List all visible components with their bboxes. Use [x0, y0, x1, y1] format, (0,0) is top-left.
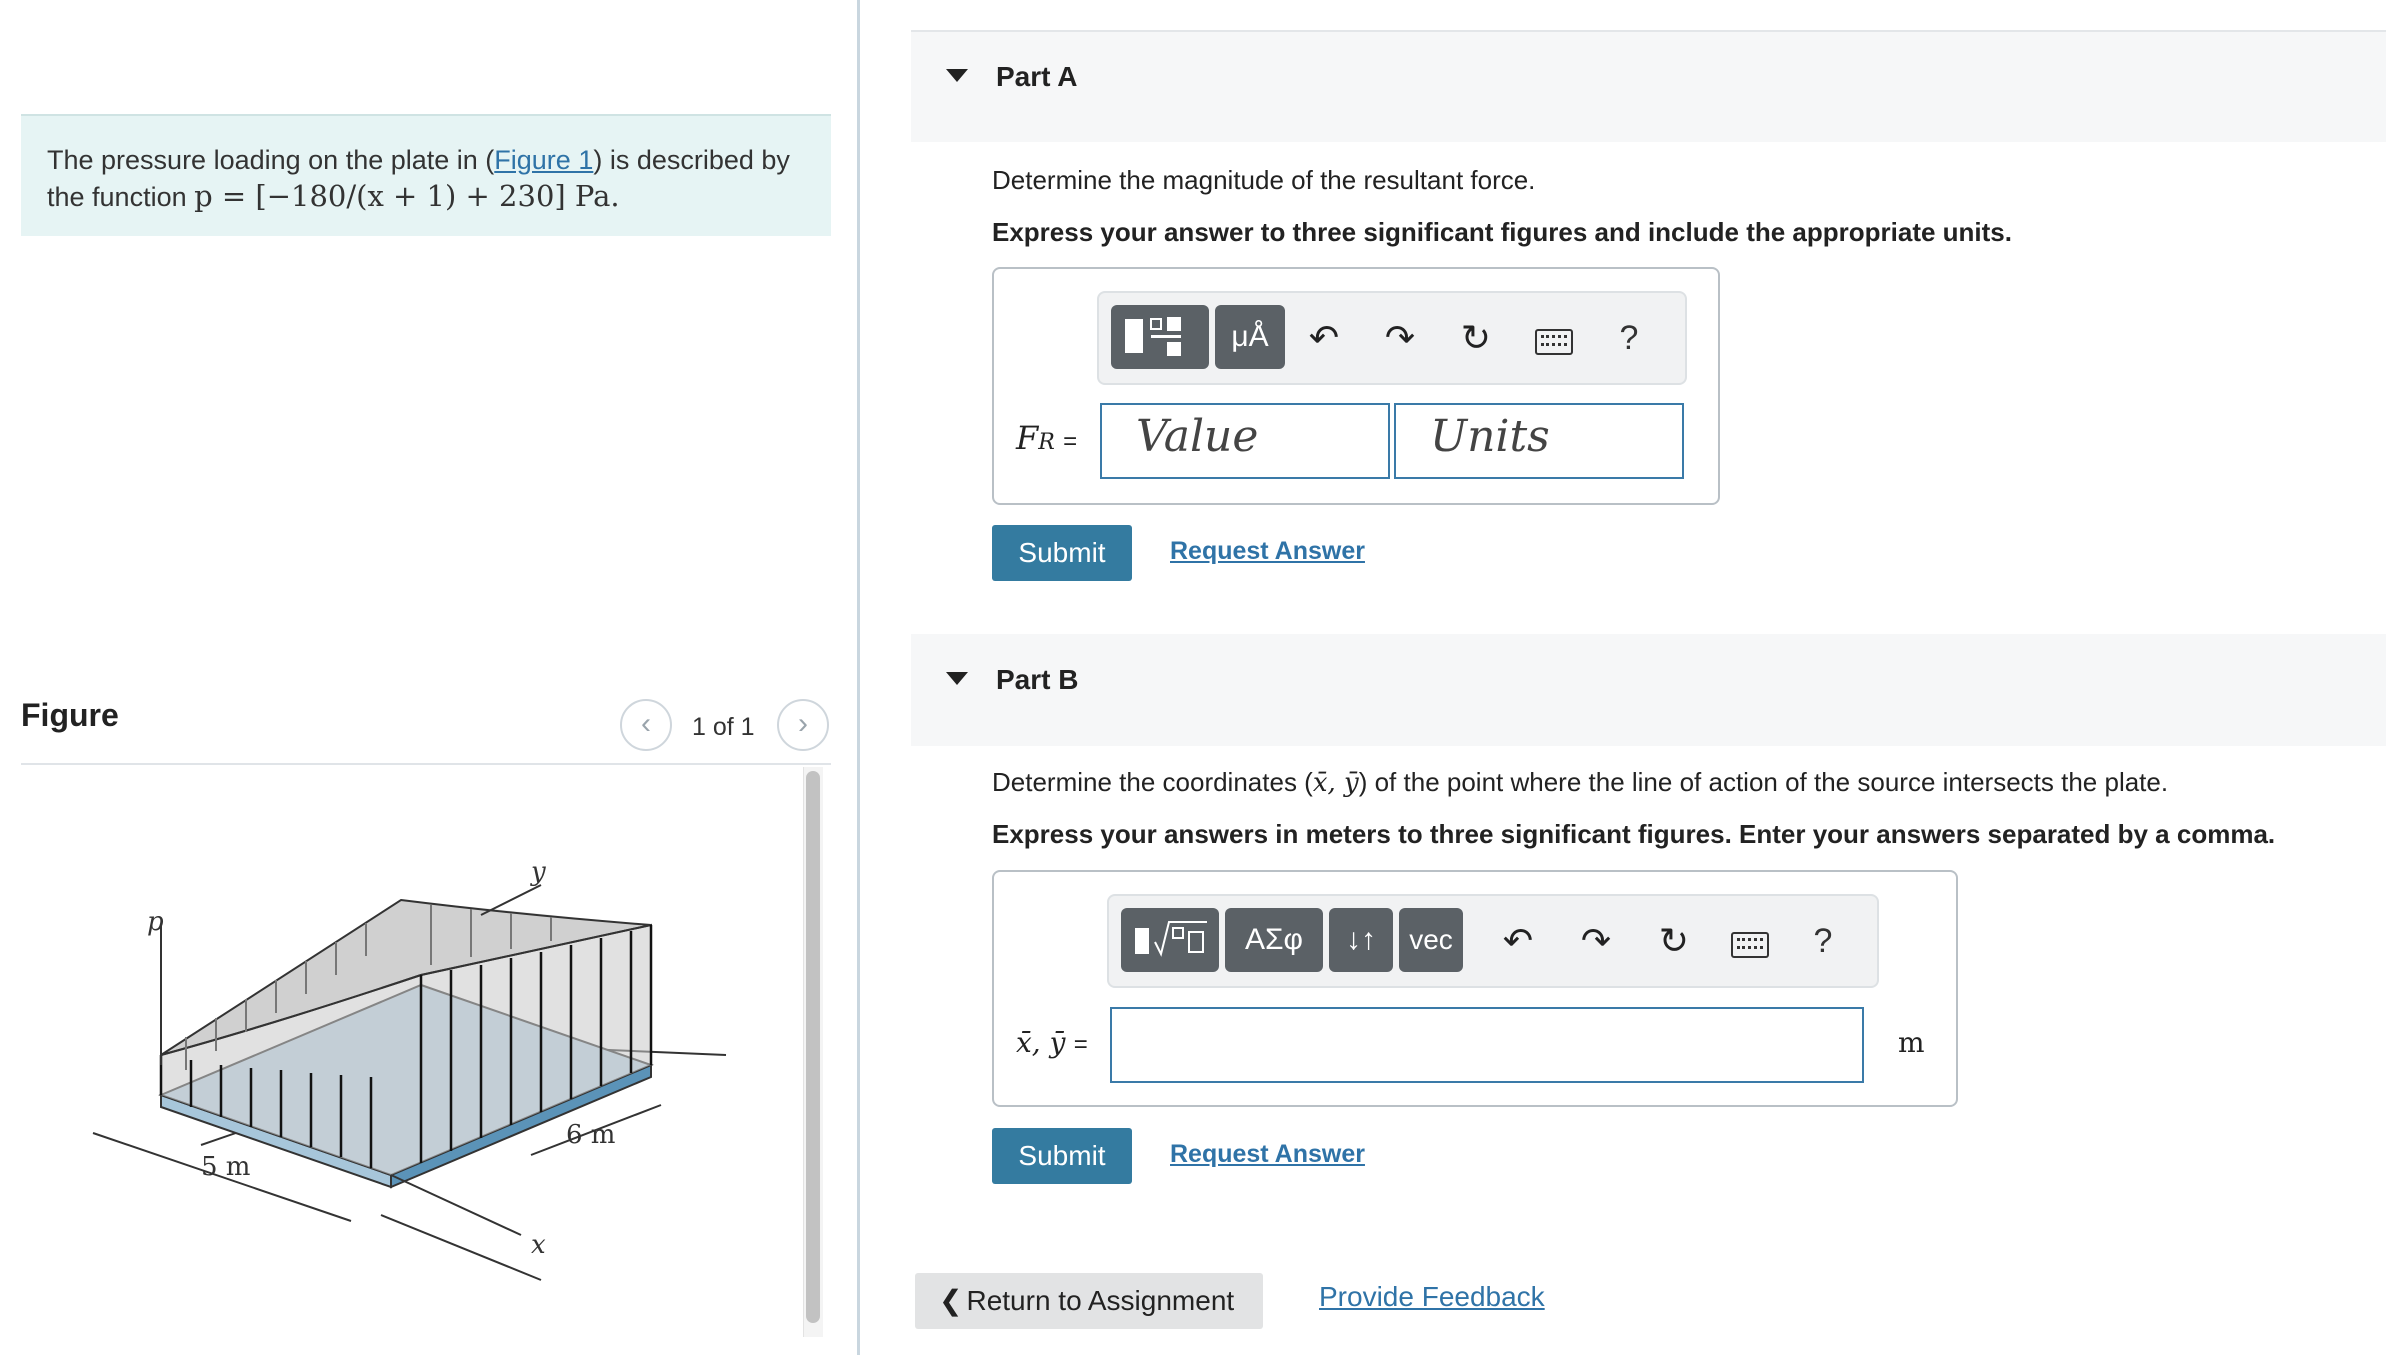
y-axis: [481, 885, 541, 915]
equals-sign: =: [1063, 428, 1078, 455]
templates-radical-icon: [1121, 908, 1219, 972]
return-label: Return to Assignment: [966, 1285, 1235, 1316]
part-a-instruction: Express your answer to three significant figures and include the appropriate units.: [992, 217, 2012, 247]
chevron-left-icon: ‹: [641, 707, 651, 740]
problem-line2-prefix: the function: [47, 182, 195, 212]
redo-icon[interactable]: ↷: [1384, 317, 1416, 358]
part-a-request-answer-link[interactable]: Request Answer: [1170, 537, 1365, 565]
reset-icon[interactable]: ↻: [1460, 317, 1492, 358]
dimension-6m: 6 m: [566, 1120, 616, 1150]
chevron-right-icon: ›: [798, 707, 808, 740]
keyboard-icon[interactable]: [1535, 329, 1573, 355]
part-b-answer-box: [992, 870, 1958, 1107]
part-b-header[interactable]: [911, 634, 2386, 746]
left-pane: [0, 0, 858, 1355]
next-figure-button[interactable]: [777, 699, 829, 751]
part-b-instruction: Express your answers in meters to three significant figures. Enter your answers separated by a comma.: [992, 819, 2276, 849]
part-a-question: Determine the magnitude of the resultant force.: [992, 165, 1536, 195]
collapse-triangle-icon[interactable]: [946, 672, 968, 685]
help-icon[interactable]: ?: [1619, 319, 1639, 357]
problem-statement: [21, 114, 831, 236]
provide-feedback-link[interactable]: Provide Feedback: [1319, 1281, 1545, 1312]
part-b-question-vars: x̄, ȳ: [1312, 768, 1359, 798]
value-placeholder: Value: [1136, 411, 1259, 462]
force-subscript: R: [1038, 430, 1055, 455]
coordinates-input[interactable]: [1110, 1007, 1864, 1083]
undo-icon[interactable]: ↶: [1502, 920, 1534, 961]
problem-suffix: ) is described by: [593, 145, 790, 175]
right-pane: [860, 0, 2386, 1355]
pressure-formula: p = [−180/(x + 1) + 230] Pa.: [194, 179, 620, 213]
coordinate-symbols: x̄, ȳ: [1016, 1026, 1066, 1059]
units-placeholder: Units: [1430, 411, 1550, 462]
redo-icon[interactable]: ↷: [1580, 920, 1612, 961]
previous-figure-button[interactable]: [620, 699, 672, 751]
greek-symbols-button[interactable]: ΑΣφ: [1225, 908, 1323, 972]
units-button[interactable]: μÅ: [1215, 305, 1285, 369]
part-b-question-suffix: ) of the point where the line of action of the source intersects the plate.: [1358, 767, 2169, 797]
label-p: p: [147, 907, 164, 937]
chevron-left-icon: ❮: [939, 1285, 963, 1316]
value-input[interactable]: [1100, 403, 1390, 479]
force-symbol: F: [1016, 419, 1039, 457]
templates-icon: [1111, 305, 1209, 369]
part-a-title: Part A: [996, 61, 1078, 92]
unit-label: m: [1898, 1026, 1925, 1059]
label-y: y: [531, 857, 546, 887]
templates-radical-button[interactable]: [1121, 908, 1219, 972]
part-b-title: Part B: [996, 664, 1079, 695]
undo-icon[interactable]: ↶: [1308, 317, 1340, 358]
part-b-toolbar: [1107, 894, 1879, 988]
problem-line-2: [47, 178, 805, 215]
figure-title: Figure: [21, 697, 119, 733]
part-b-submit-button[interactable]: Submit: [992, 1128, 1132, 1184]
keyboard-icon[interactable]: [1731, 932, 1769, 958]
dimension-5m: 5 m: [201, 1152, 251, 1182]
part-a-variable-label: [1016, 419, 1077, 457]
reset-icon[interactable]: ↻: [1658, 920, 1690, 961]
problem-prefix: The pressure loading on the plate in (: [47, 145, 495, 175]
part-a-toolbar: [1097, 291, 1687, 385]
collapse-triangle-icon[interactable]: [946, 69, 968, 82]
equals-sign: =: [1073, 1031, 1088, 1058]
part-a-submit-button[interactable]: Submit: [992, 525, 1132, 581]
subscript-superscript-button[interactable]: ↓↑: [1329, 908, 1393, 972]
figure-link[interactable]: Figure 1: [494, 145, 594, 175]
templates-button[interactable]: [1111, 305, 1209, 369]
return-to-assignment-button[interactable]: [915, 1273, 1263, 1329]
figure-counter: 1 of 1: [692, 713, 755, 741]
units-input[interactable]: [1394, 403, 1684, 479]
plate-pressure-figure: [21, 775, 811, 1335]
part-b-request-answer-link[interactable]: Request Answer: [1170, 1140, 1365, 1168]
vector-button[interactable]: vec: [1399, 908, 1463, 972]
figure-scrollbar-thumb[interactable]: [806, 771, 820, 1323]
label-x: x: [531, 1230, 546, 1260]
figure-divider: [21, 763, 831, 765]
part-b-question: [992, 767, 2168, 798]
part-b-variable-label: [1016, 1026, 1088, 1060]
part-b-question-prefix: Determine the coordinates (: [992, 767, 1313, 797]
part-a-header[interactable]: [911, 30, 2386, 142]
help-icon[interactable]: ?: [1813, 922, 1833, 960]
problem-line-1: [47, 142, 805, 178]
part-a-answer-box: [992, 267, 1720, 505]
